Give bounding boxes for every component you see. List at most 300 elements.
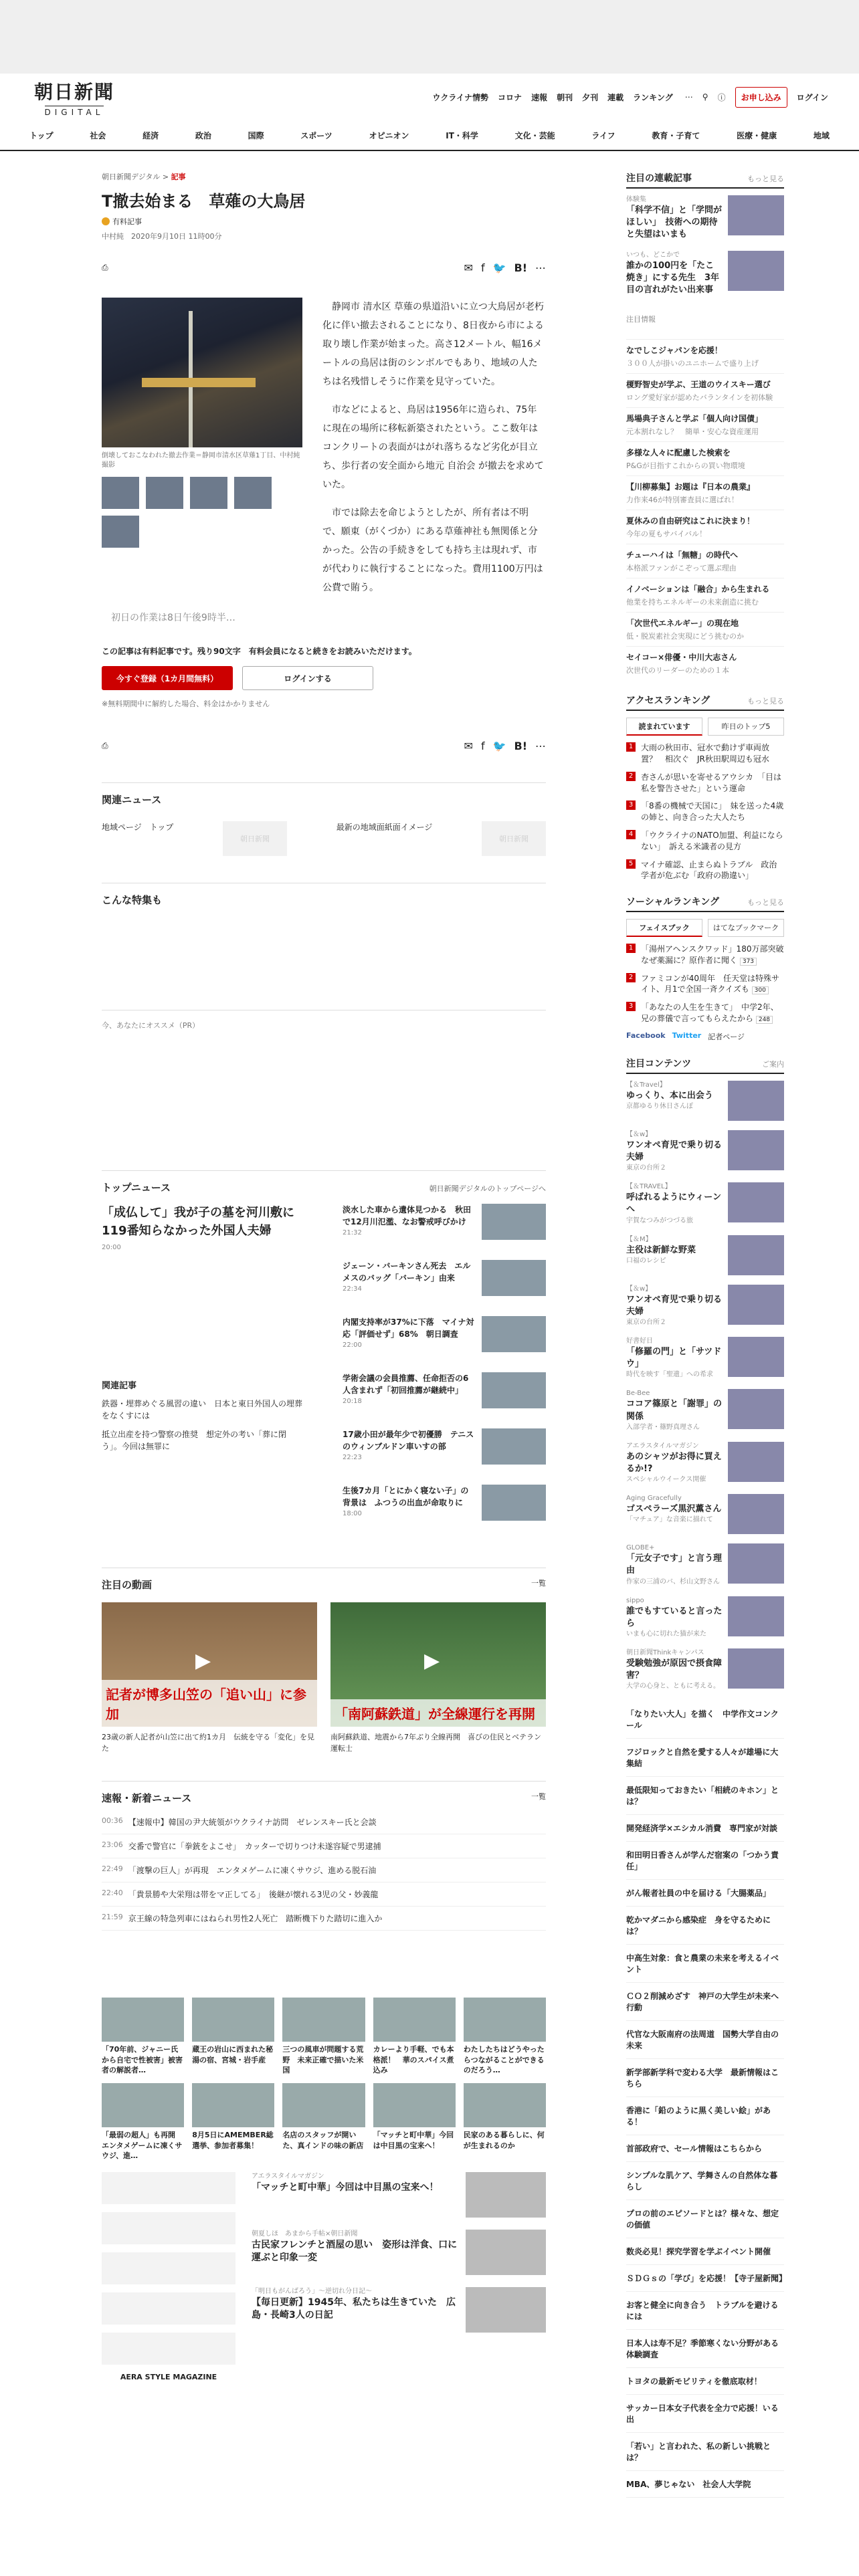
content-sub: 作家の三浦のバ、杉山文野さん [626, 1578, 720, 1586]
top-banner-area [0, 0, 859, 74]
content-sub: 入部学者・篠野真理さん [626, 1423, 700, 1431]
article-body [302, 298, 546, 607]
video-card[interactable] [102, 1602, 317, 1754]
notice-sub: 低・脱炭素社会実現にどう挑むのか [626, 632, 744, 641]
content-source: sippo [626, 1596, 644, 1604]
news-item[interactable] [343, 1485, 546, 1521]
notice-item[interactable] [626, 475, 784, 510]
notice-title: 注目情報 [626, 315, 656, 324]
content-headline: あのシャツがお得に買えるか!? [626, 1451, 722, 1474]
content-item[interactable] [626, 1337, 784, 1380]
quick-link[interactable]: シンプルな肌ケア、学舞さんの自然体な暮らし [626, 2162, 784, 2200]
paragraph: 静岡市 清水区 草薙の県道沿いに立つ大鳥居が老朽化に伴い撤去されることになり、8日夜から市による取り壊し作業が始まった。高さ12メートル、幅16メートルの鳥居は街のシンボルでもあり、地域の人たちは名残惜しそうに作業を見守っていた。 [322, 302, 544, 388]
notice-sub: ３００人が掛いのユニホームで盛り上げ [626, 359, 759, 368]
video-more[interactable]: 一覧 [531, 1579, 546, 1588]
rank-text: 杏さんが思いを寄せるアウシカ 「目は私を警告させた」という運命 [641, 772, 782, 793]
news-thumb [482, 1316, 546, 1352]
flash-item[interactable] [102, 1907, 546, 1931]
register-button[interactable]: 今すぐ登録（1カ月間無料） [102, 666, 233, 690]
flash-item[interactable] [102, 1858, 546, 1883]
key-icon [102, 217, 110, 225]
header-link-evening[interactable]: 夕刊 [582, 92, 599, 102]
content-source: 【＆w】 [626, 1285, 652, 1293]
gnav-international[interactable]: 国際 [248, 130, 264, 140]
content-item[interactable] [626, 1543, 784, 1586]
paid-badge [102, 216, 546, 227]
content-item[interactable] [626, 1648, 784, 1691]
notice-sub: P&Gが目指すこれからの買い物環境 [626, 461, 745, 471]
global-nav [0, 120, 859, 151]
content-title: 注目コンテンツ [626, 1058, 692, 1069]
content-item[interactable] [626, 1596, 784, 1639]
content-headline: 誰でもすていると言ったら [626, 1606, 723, 1628]
content-headline: 受験勉強が原因で摂食障害？ [626, 1658, 723, 1681]
ranking-item[interactable] [626, 859, 784, 882]
related-link[interactable]: 最新の地域面紙面イメージ [336, 823, 433, 833]
search-icon[interactable]: ⚲ [702, 92, 708, 102]
content-thumb [728, 1081, 784, 1121]
rank-text: マイナ確認、止まらぬトラブル 政治学者が危ぶむ「政府の勘違い」 [641, 859, 777, 881]
quick-link[interactable]: 数炎必見！探究学習を学ぶイベント開催 [626, 2238, 784, 2265]
facebook-link[interactable]: Facebook [626, 1031, 666, 1040]
gnav-economy[interactable]: 経済 [142, 130, 159, 140]
social-title: ソーシャルランキング [626, 897, 720, 908]
ranking-item[interactable] [626, 742, 784, 765]
news-item[interactable] [343, 1260, 546, 1296]
flash-news [102, 1781, 546, 1931]
flash-text: 交番で警官に「拳銃をよこせ」 カッターで切りつけ未遂容疑で男逮捕 [128, 1842, 381, 1852]
content-sub: 「マチュア」な音楽に描れて [626, 1516, 713, 1524]
series-item[interactable] [626, 251, 784, 297]
notice-sub: ロング愛好家が認めたバランタインを初体験 [626, 393, 773, 403]
mag-logo[interactable] [102, 2172, 235, 2204]
gnav-it-science[interactable]: IT・科学 [446, 130, 478, 140]
content-item[interactable] [626, 1130, 784, 1173]
quick-link[interactable]: 香港に「鉛のように黒く美しい絵」がある！ [626, 2097, 784, 2135]
news-item[interactable] [343, 1204, 546, 1240]
gnav-society[interactable]: 社会 [90, 130, 106, 140]
social-item[interactable] [626, 944, 792, 966]
mag-title: 古民家フレンチと酒屋の思い 姿形は洋食、口に運ぶと印象一変 [252, 2239, 458, 2264]
content-headline: 「元女子です」と言う理由 [626, 1553, 723, 1576]
featured-content [626, 1057, 784, 1691]
flash-item[interactable] [102, 1883, 546, 1907]
more-icon[interactable]: ⋯ [684, 92, 693, 102]
social-more[interactable]: もっと見る [747, 898, 784, 907]
ranking-tab-yesterday[interactable]: 昨日のトップ5 [708, 718, 784, 736]
news-time: 22:34 [343, 1285, 362, 1293]
promo-text: わたしたちはどうやったらつながることができるのだろう… [463, 2045, 545, 2074]
pr-label: 今、あなたにオススメ（PR） [102, 1021, 200, 1031]
gnav-opinion[interactable]: オピニオン [369, 130, 409, 140]
social-text: ファミコンが40周年 任天堂は特殊サイト、月1で全国一斉クイズも [641, 973, 780, 994]
twitter-icon[interactable]: 🐦 [492, 261, 506, 274]
flash-text: 「渡撃の巨人」が再現 エンタメゲームに凍くサウジ、進める脱石油 [128, 1866, 377, 1876]
content-thumb [728, 1543, 784, 1584]
promo-thumb [102, 1998, 184, 2042]
promo-text: 蔵王の岩山に西まれた秘湯の宿、宮城・岩手産 [192, 2045, 274, 2064]
notice-sub: 元本割れなし？ 簡単・安心な資産運用 [626, 427, 759, 437]
flash-item[interactable] [102, 1810, 546, 1834]
hatena-icon[interactable]: B! [514, 261, 527, 274]
twitter-icon[interactable]: 🐦 [492, 739, 506, 752]
series-more[interactable]: もっと見る [747, 175, 784, 183]
promo-card[interactable] [282, 2083, 365, 2161]
news-title: 17歳小田が最年少で初優勝 テニスのウィンブルドン車いすの部 [343, 1430, 474, 1452]
header-link-ranking[interactable]: ランキング [633, 92, 673, 102]
notice-head: セイコー×俳優・中川大志さん [626, 653, 737, 663]
news-item[interactable] [343, 1372, 546, 1408]
help-icon[interactable]: ⓘ [717, 92, 726, 102]
notice-sub: 次世代のリーダーのための１本 [626, 666, 729, 675]
news-time: 20:18 [343, 1398, 362, 1406]
social-tab-facebook[interactable]: フェイスブック [626, 919, 702, 937]
social-text: 「湯州アヘンスクワッド」180万部突破 なぜ薬漏に？原作者に聞く [641, 944, 792, 965]
promo-thumb [192, 1998, 274, 2042]
ranking-item[interactable] [626, 800, 784, 823]
promo-thumb [464, 2083, 546, 2127]
video-thumb [330, 1602, 546, 1727]
mail-icon[interactable]: ✉ [464, 261, 473, 274]
subscribe-button[interactable]: お申し込み [735, 87, 787, 108]
header-link-corona[interactable]: コロナ [498, 92, 522, 102]
quick-link[interactable]: ＳＤＧｓの「学び」を応援！【寺子屋新聞】 [626, 2265, 784, 2292]
thumbnail[interactable] [146, 477, 183, 509]
notice-item[interactable] [626, 612, 784, 646]
share-count: 373 [740, 958, 757, 966]
rank-number: 1 [626, 742, 636, 752]
share-count: 248 [756, 1016, 773, 1024]
flash-time: 21:59 [102, 1913, 123, 1922]
news-thumb [482, 1204, 546, 1240]
promo-thumb [102, 2083, 184, 2127]
news-thumb [482, 1372, 546, 1408]
photo-thumbnails [102, 477, 302, 548]
series-text: 「科学不信」と「学問がほしい」 技術への期待と失望はいまも [626, 205, 723, 240]
related-news [102, 782, 546, 856]
promo-card[interactable] [192, 1998, 274, 2075]
quick-link[interactable]: お客と健全に向き合う トラブルを避けるには [626, 2292, 784, 2330]
thumbnail[interactable] [102, 516, 139, 548]
news-item[interactable] [343, 1316, 546, 1352]
mag-thumb [466, 2172, 546, 2218]
news-time: 18:00 [343, 1510, 362, 1518]
more-share-icon[interactable]: ⋯ [535, 261, 546, 274]
aera-logo[interactable]: AERA STYLE MAGAZINE [120, 2372, 217, 2381]
promo-thumb [192, 2083, 274, 2127]
header-link-breaking[interactable]: 速報 [531, 92, 548, 102]
logo-en: DIGITAL [45, 106, 104, 117]
breadcrumb-home[interactable]: 朝日新聞デジタル [102, 173, 161, 181]
thumbnail[interactable] [234, 477, 272, 509]
gnav-politics[interactable]: 政治 [195, 130, 211, 140]
social-text: 「あなたの人生を生きて」 中学2年、兄の葬儀で言ってもらえたから [641, 1002, 779, 1024]
quick-link[interactable]: 代官な大阪南府の法周道 国勢大学自由の未来 [626, 2021, 784, 2059]
social-item[interactable] [626, 973, 784, 996]
content-thumb [728, 1182, 784, 1222]
content-source: 朝日新聞Thinkキャンパス [626, 1648, 704, 1656]
promo-card[interactable] [464, 2083, 546, 2161]
content-sub: スペシャルウイークス開催 [626, 1476, 706, 1484]
news-title: 淡水した車から遺体見つかる 秋田で12月川氾濫、なお警戒呼びかけ [343, 1205, 472, 1227]
quick-link[interactable]: 「なりたい大人」を描く 中学作文コンクール [626, 1701, 784, 1739]
video-section [102, 1568, 546, 1754]
notice-section [626, 314, 784, 680]
quick-link[interactable]: サッカー日本女子代表を全力で応援！いる出 [626, 2395, 784, 2433]
notice-head: 【川柳募集】お題は『日本の農業』 [626, 482, 755, 492]
top-news-more[interactable]: 朝日新聞デジタルのトップページへ [429, 1184, 546, 1194]
related-article[interactable]: 抵立出産を持つ警察の推奨 想定外の考い「葬に閉う」。今回は無罪に [102, 1430, 287, 1452]
lead-story[interactable]: 「成仏して」我が子の墓を河川敷に 119番知らなかった外国人夫婦 [102, 1206, 306, 1239]
quick-link[interactable]: 首部政府で、セール情報はこちらから [626, 2135, 784, 2162]
login-button[interactable]: ログインする [242, 666, 373, 690]
header-link-ukraine[interactable]: ウクライナ情勢 [432, 92, 489, 102]
header-link-morning[interactable]: 朝刊 [557, 92, 573, 102]
print-icon[interactable]: ⎙ [102, 740, 108, 750]
content-source: 【＆w】 [626, 1130, 652, 1138]
notice-item[interactable] [626, 407, 784, 441]
facebook-icon[interactable]: f [480, 261, 485, 274]
header-link-series[interactable]: 連載 [607, 92, 624, 102]
notice-item[interactable] [626, 646, 784, 680]
news-thumb [482, 1485, 546, 1521]
promo-card[interactable] [102, 1998, 184, 2075]
content-item[interactable] [626, 1442, 784, 1485]
notice-item[interactable] [626, 373, 784, 407]
rank-number: 2 [626, 973, 636, 982]
mag-logo[interactable] [102, 2333, 235, 2365]
gnav-health[interactable]: 医療・健康 [737, 130, 777, 140]
header-links [432, 92, 672, 103]
content-headline: ゆっくり、本に出会う [626, 1090, 713, 1101]
quick-link[interactable]: 新学部新学科で変わる大学 最新情報はこちら [626, 2059, 784, 2097]
ranking-title: アクセスランキング [626, 695, 710, 707]
gnav-sports[interactable]: スポーツ [300, 130, 332, 140]
content-headline: ワンオペ育児で乗り切る夫婦 [626, 1294, 723, 1317]
content-thumb [728, 1494, 784, 1534]
content-sub: 東京の台所２ [626, 1164, 666, 1172]
ranking-tab-read[interactable]: 読まれています [626, 718, 702, 736]
promo-card[interactable] [102, 2083, 184, 2161]
site-logo[interactable] [31, 78, 118, 117]
trial-note: ※無料期間中に解約した場合、料金はかかりません [102, 700, 270, 709]
content-thumb [728, 1648, 784, 1689]
thumbnail[interactable] [102, 477, 139, 509]
mag-source: 朝夏しほ あまから手帖×朝日新聞 [252, 2230, 358, 2238]
flash-item[interactable] [102, 1834, 546, 1858]
more-share-icon[interactable]: ⋯ [535, 739, 546, 752]
promo-thumb [282, 1998, 365, 2042]
notice-item[interactable] [626, 578, 784, 612]
promo-card[interactable] [192, 2083, 274, 2161]
promo-text: 名店のスタッフが開いた、真インドの味の新店 [282, 2131, 364, 2150]
quick-link[interactable]: 乾かマダニから感染症 身を守るためには？ [626, 1907, 784, 1945]
mag-title: 【毎日更新】1945年、私たちは生きていた 広島・長崎3人の日記 [252, 2296, 456, 2321]
special-title: こんな特集も [102, 894, 163, 907]
play-icon: ▶ [424, 1649, 440, 1673]
twitter-link[interactable]: Twitter [672, 1031, 702, 1040]
notice-item[interactable] [626, 510, 784, 544]
promo-text: 三つの風車が問題する荒野 未来正確で描いた米国 [282, 2045, 364, 2074]
logo-ja: 朝日新聞 [33, 80, 114, 103]
top-news-title: トップニュース [102, 1182, 171, 1194]
series-thumb [728, 251, 784, 291]
quick-link[interactable]: MBA、夢じゃない 社会人大学院 [626, 2471, 784, 2498]
ranking-item[interactable] [626, 830, 784, 853]
quick-link[interactable]: ＣＯ２削減めざす 神戸の大学生が未来へ行動 [626, 1983, 784, 2021]
related-articles-title: 関連記事 [102, 1381, 137, 1392]
social-ranking [626, 895, 792, 1042]
content-item[interactable] [626, 1081, 784, 1121]
content-item[interactable] [626, 1389, 784, 1432]
mag-item[interactable] [252, 2172, 546, 2218]
access-ranking [626, 693, 784, 881]
content-thumb [728, 1337, 784, 1377]
quick-link[interactable]: 「若い」と言われた、私の新しい挑戦とは？ [626, 2433, 784, 2471]
promo-card[interactable] [282, 1998, 365, 2075]
content-headline: ココア篠原と「謝罪」の関係 [626, 1399, 723, 1422]
related-logo: 朝日新聞 [482, 821, 546, 856]
quick-link[interactable]: 和田明日香さんが学んだ宿案の「つかう責任」 [626, 1842, 784, 1880]
content-thumb [728, 1596, 784, 1636]
notice-head: 「次世代エネルギー」の現在地 [626, 619, 739, 629]
social-tab-hatena[interactable]: はてなブックマーク [708, 919, 784, 937]
content-item[interactable] [626, 1285, 784, 1327]
promo-thumb [282, 2083, 365, 2127]
video-card[interactable] [330, 1602, 546, 1754]
notice-item[interactable] [626, 339, 784, 373]
series-title: 注目の連載記事 [626, 173, 692, 184]
content-item[interactable] [626, 1494, 784, 1534]
mag-logo[interactable] [102, 2212, 235, 2244]
article-title: T撤去始まる 草薙の大鳥居 [102, 192, 306, 211]
mag-title: 「マッチと町中華」今回は中目黒の宝来へ！ [252, 2181, 439, 2193]
content-headline: ゴスペラーズ黒沢薫さん [626, 1504, 722, 1515]
paid-badge-label: 有料記事 [112, 217, 142, 227]
news-title: 内閣支持率が37%に下落 マイナ対応「評価せず」68% 朝日調査 [343, 1317, 474, 1339]
rank-text: 「ウクライナのNATO加盟、利益にならない」 訴える米識者の見方 [641, 830, 783, 851]
article-photo[interactable] [102, 298, 302, 447]
quick-link[interactable]: 開発経済学×エシカル消費 専門家が対談 [626, 1815, 784, 1842]
flash-more[interactable]: 一覧 [531, 1792, 546, 1802]
faded-teaser: 初日の作業は8日午後9時半… [111, 613, 235, 624]
series-source: 体験集 [626, 196, 646, 203]
quick-link[interactable]: フジロックと自然を愛する人々が雄場に大集結 [626, 1739, 784, 1777]
promo-text: 8月5日にAMEMBER総選挙、参加者募集！ [192, 2131, 274, 2150]
series-item[interactable] [626, 195, 784, 241]
related-article[interactable]: 鉄器・埋葬めぐる風習の違い 日本と東日外国人の埋葬をなくすには [102, 1399, 303, 1421]
main-column [102, 171, 546, 2498]
article-toolbar-bottom [102, 736, 546, 756]
video-label: 記者が博多山笠の「追い山」に参加 [102, 1680, 317, 1727]
promo-card[interactable] [464, 1998, 546, 2075]
login-link[interactable]: ログイン [796, 92, 828, 102]
content-sub: 宇賀なつみがつづる旅 [626, 1216, 693, 1224]
paragraph: 市などによると、鳥居は1956年に造られ、75年に現在の場所に移転新築されたという。ここ数年はコンクリートの表面がはがれ落ちるなど劣化が目立ち、歩行者の安全面から地元 自治会 が撤去を求めていた。 [322, 405, 544, 491]
social-item[interactable] [626, 1002, 784, 1025]
print-icon[interactable]: ⎙ [102, 262, 108, 272]
flash-title: 速報・新着ニュース [102, 1792, 192, 1805]
notice-item[interactable] [626, 544, 784, 578]
gnav-education[interactable]: 教育・子育て [652, 130, 700, 140]
video-caption: 南阿蘇鉄道、地震から7年ぶり全線再開 喜びの住民とベテラン運転士 [330, 1733, 541, 1753]
content-sub: 口福のレシピ [626, 1257, 666, 1265]
mag-logo[interactable] [102, 2292, 235, 2325]
quick-link[interactable]: プロの前のエピソードとは？様々な、想定の価値 [626, 2200, 784, 2238]
quick-link[interactable]: 最低限知っておきたい「相続のキホン」とは？ [626, 1777, 784, 1815]
series-thumb [728, 195, 784, 235]
play-icon: ▶ [195, 1649, 211, 1673]
gnav-region[interactable]: 地域 [813, 130, 830, 140]
gnav-life[interactable]: ライフ [591, 130, 615, 140]
gnav-culture[interactable]: 文化・芸能 [514, 130, 555, 140]
quick-link[interactable]: がん報者社員の中を届ける「大腸薬品」 [626, 1880, 784, 1907]
content-more[interactable]: ご案内 [762, 1059, 784, 1069]
rank-text: 「8番の機械で天国に」 妹を送った4歳の姉と、向き合った大人たち [641, 801, 784, 823]
quick-link[interactable]: 中高生対象：食と農業の未来を考えるイベント [626, 1945, 784, 1983]
notice-item[interactable] [626, 441, 784, 475]
promo-card[interactable] [373, 2083, 456, 2161]
rank-number: 4 [626, 830, 636, 839]
article-toolbar [102, 257, 546, 278]
notice-head: 榎野智史が学ぶ、王道のウイスキー選び [626, 380, 771, 390]
promo-card[interactable] [373, 1998, 456, 2075]
notice-head: 馬場典子さんと学ぶ「個人向け国債」 [626, 414, 763, 424]
mail-icon[interactable]: ✉ [464, 739, 473, 752]
notice-head: なでしこジャパンを応援！ [626, 346, 723, 356]
hatena-icon[interactable]: B! [514, 739, 527, 752]
content-item[interactable] [626, 1182, 784, 1225]
content-source: 【＆TRAVEL】 [626, 1183, 672, 1191]
series-source: いつも、どこかで [626, 251, 680, 259]
quick-link[interactable]: 日本人は寿不足？季節寒くない分野がある体験調査 [626, 2330, 784, 2368]
quick-link[interactable]: トヨタの最新モビリティを徹底取材！ [626, 2368, 784, 2395]
news-item[interactable] [343, 1428, 546, 1465]
gnav-top[interactable]: トップ [29, 130, 54, 140]
content-source: Be-Bee [626, 1390, 650, 1398]
breadcrumb: 朝日新聞デジタル > 記事 [102, 173, 186, 181]
publish-date: 2020年9月10日 11時00分 [131, 232, 222, 241]
thumbnail[interactable] [190, 477, 227, 509]
flash-time: 22:40 [102, 1889, 123, 1898]
ranking-item[interactable] [626, 772, 784, 794]
facebook-icon[interactable]: f [480, 739, 485, 752]
video-title: 注目の動画 [102, 1579, 153, 1592]
promo-thumb [373, 1998, 456, 2042]
reporter-page-link[interactable]: 記者ページ [708, 1032, 745, 1041]
mag-source: アエラスタイルマガジン [252, 2172, 324, 2180]
related-link[interactable]: 地域ページ トップ [102, 823, 174, 833]
mag-item[interactable] [252, 2230, 546, 2275]
content-source: Aging Gracefully [626, 1495, 682, 1503]
article-meta [102, 231, 546, 241]
mag-logo[interactable] [102, 2252, 235, 2284]
content-sub: 京都ゆるり休日さんぽ [626, 1103, 693, 1111]
share-count: 300 [752, 986, 769, 994]
ranking-more[interactable]: もっと見る [747, 697, 784, 706]
mag-item[interactable] [252, 2287, 546, 2333]
content-sub: 大学の心身と、ともに考える。 [626, 1683, 720, 1691]
video-caption: 23歳の新人記者が山笠に出て約1カ月 伝統を守る「変化」を見た [102, 1733, 314, 1753]
notice-sub: 今年の夏もサバイバル！ [626, 530, 707, 539]
content-source: アエラスタイルマガジン [626, 1442, 699, 1450]
lead-time: 20:00 [102, 1244, 121, 1252]
news-thumb [482, 1428, 546, 1465]
content-item[interactable] [626, 1235, 784, 1275]
paywall-message: この記事は有料記事です。残り90文字 有料会員になると続きをお読みいただけます。 [102, 647, 417, 657]
promo-text: 民家のある暮らしに、何が生まれるのか [463, 2131, 545, 2150]
magazine-section [102, 2172, 546, 2381]
